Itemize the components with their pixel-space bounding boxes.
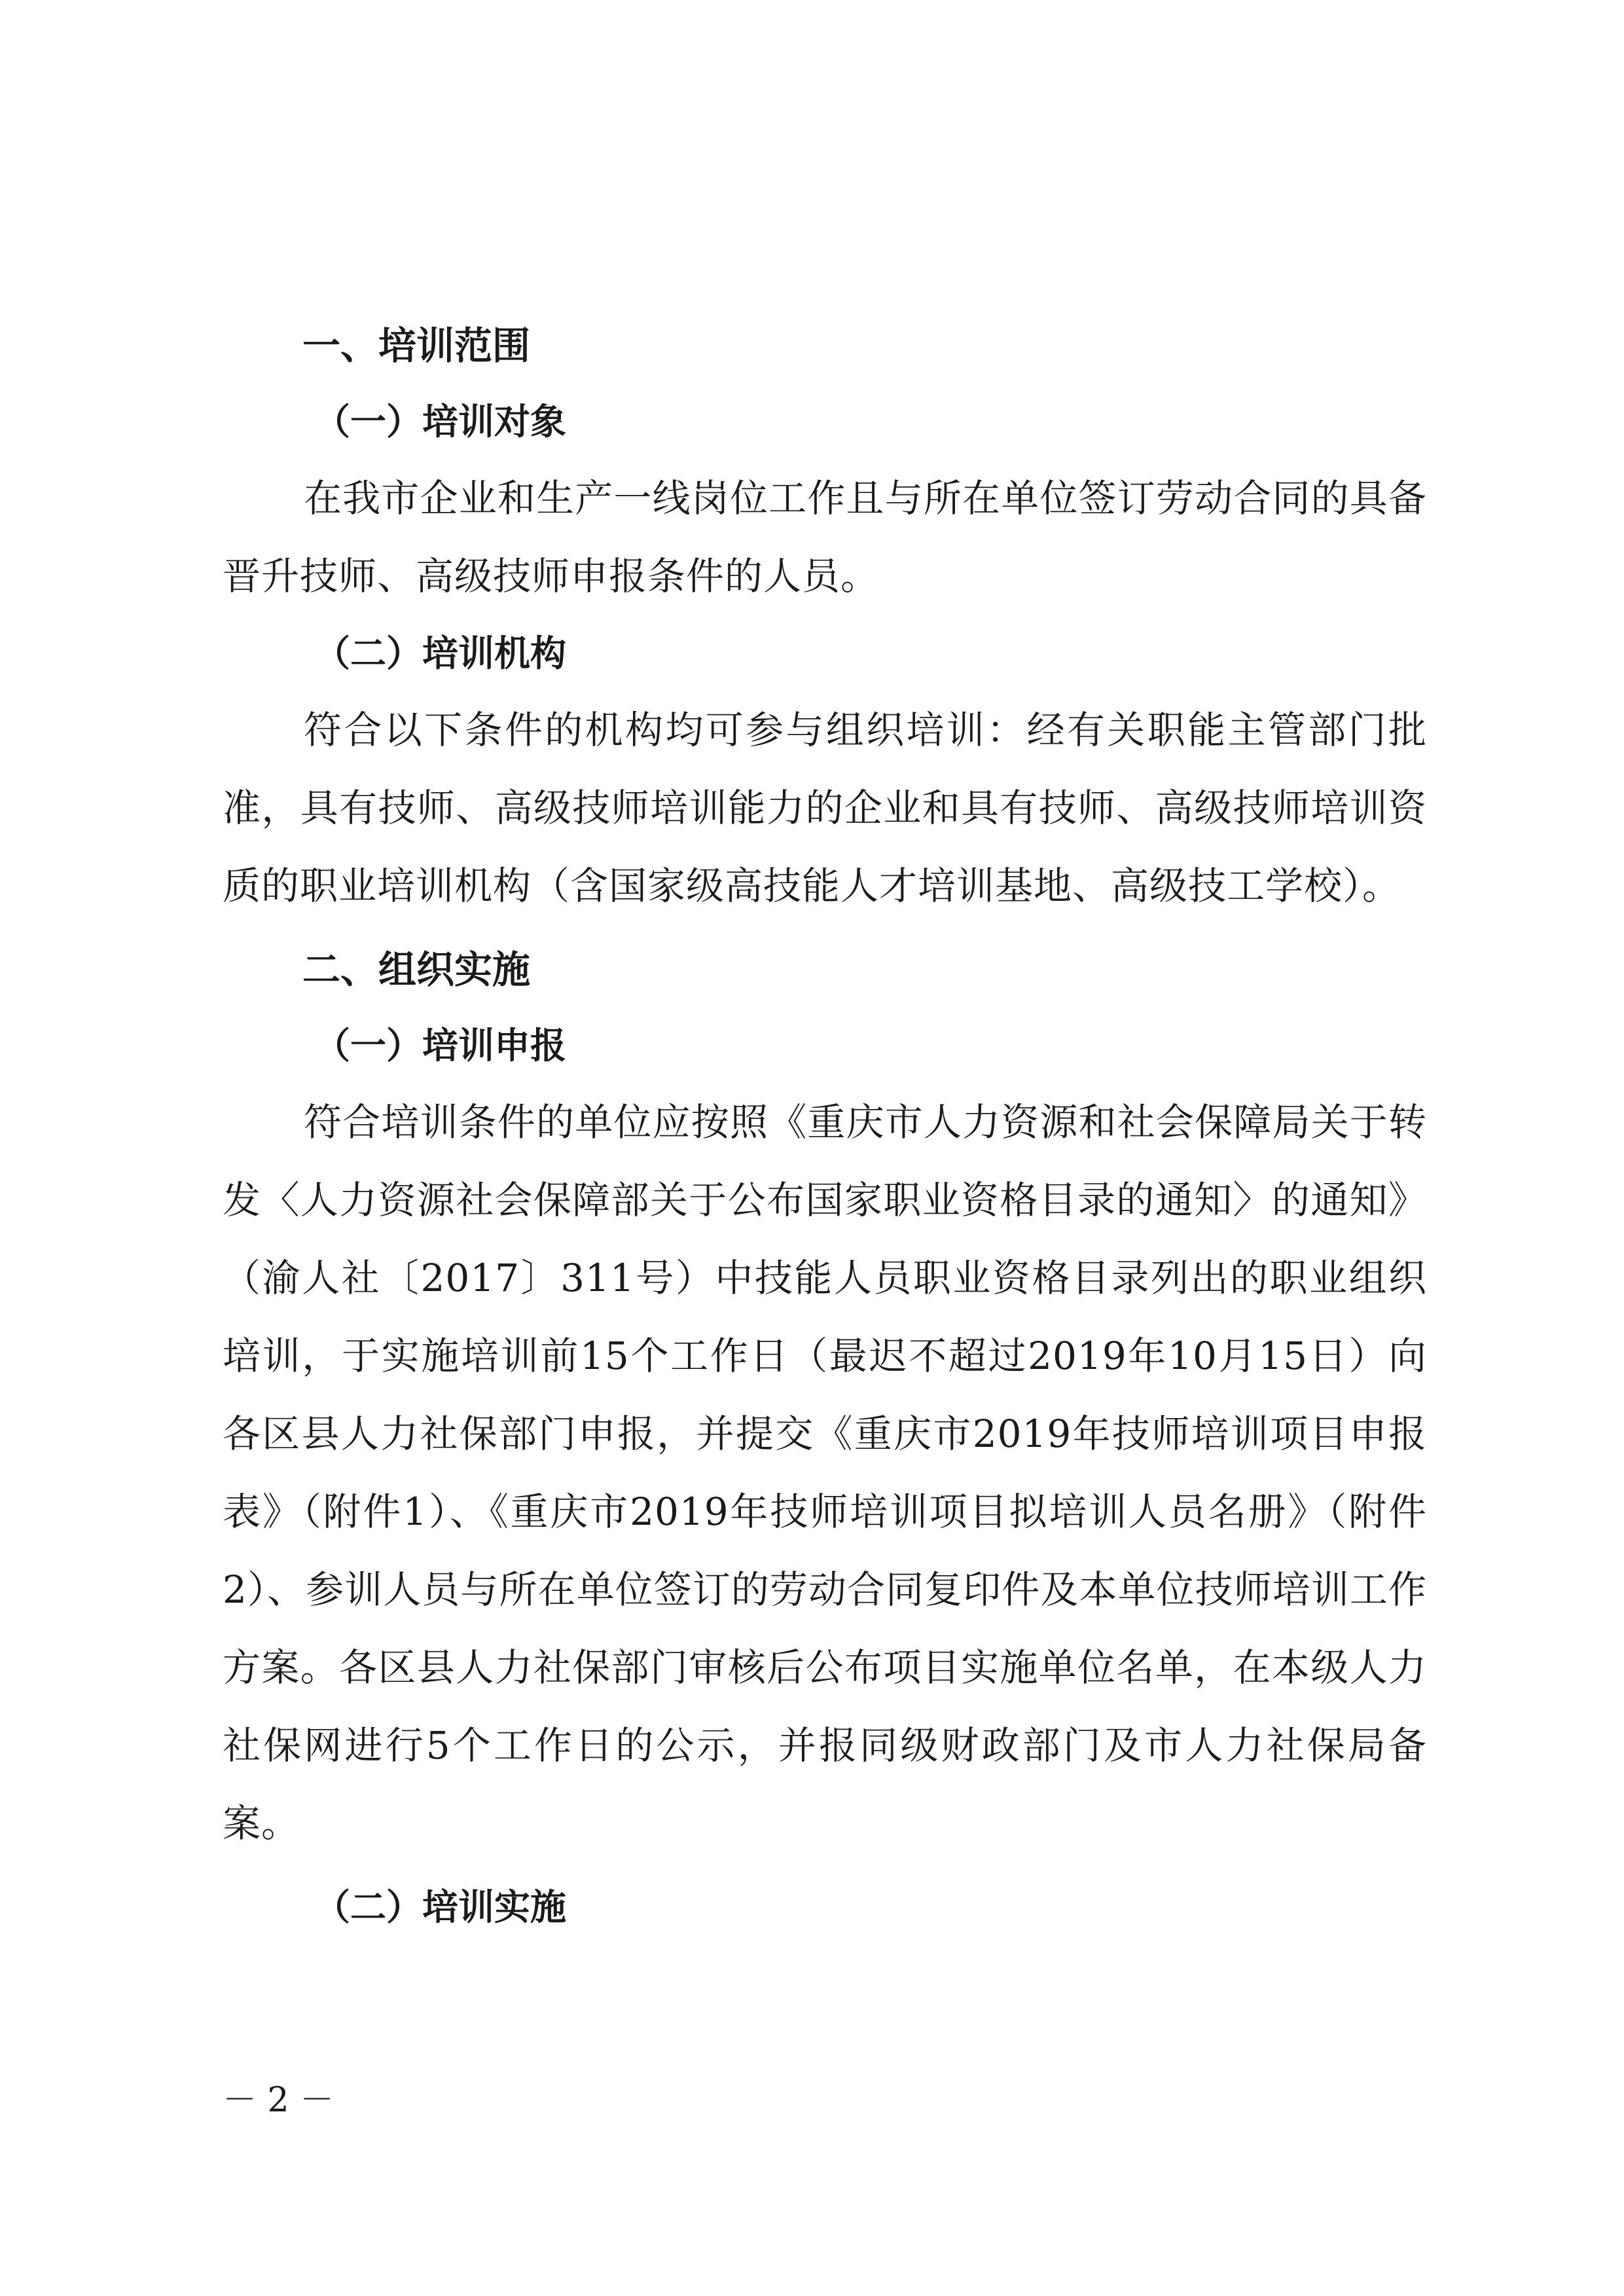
subsection-heading-training-implementation: （二）培训实施 [314,1886,567,1928]
subsection-heading-application: （一）培训申报 [314,1025,567,1066]
section-heading-scope: 一、培训范围 [302,323,531,368]
subsection-heading-trainees: （一）培训对象 [314,401,567,443]
page-number: － 2 － [223,2081,334,2120]
paragraph-institutions: 符合以下条件的机构均可参与组织培训：经有关职能主管部门批准，具有技师、高级技师培训能力的企业和具有技师、高级技师培训资质的职业培训机构（含国家级高技能人才培训基地、高级技工学校）。 [223,708,1427,908]
document-body [223,308,1427,1945]
paragraph-application: 符合培训条件的单位应按照《重庆市人力资源和社会保障局关于转发〈人力资源社会保障部关于公布国家职业资格目录的通知〉的通知》（渝人社〔2017〕311号）中技能人员职业资格目录列出的职业组织培训，于实施培训前15个工作日（最迟不超过2019年10月15日）向各区县人力社保部门申报，并提交《重庆市2019年技师培训项目申报表》（附件1）、《重庆市2019年技师培训项目拟培训人员名册》（附件2）、参训人员与所在单位签订的劳动合同复印件及本单位技师培训工作方案。各区县人力社保部门审核后公布项目实施单位名单，在本级人力社保网进行5个工作日的公示，并报同级财政部门及市人力社保局备案。 [223,1100,1427,1846]
subsection-heading-institutions: （二）培训机构 [314,632,567,674]
paragraph-trainees: 在我市企业和生产一线岗位工作且与所在单位签订劳动合同的具备晋升技师、高级技师申报条件的人员。 [223,476,1427,598]
section-heading-implementation: 二、组织实施 [302,947,531,992]
